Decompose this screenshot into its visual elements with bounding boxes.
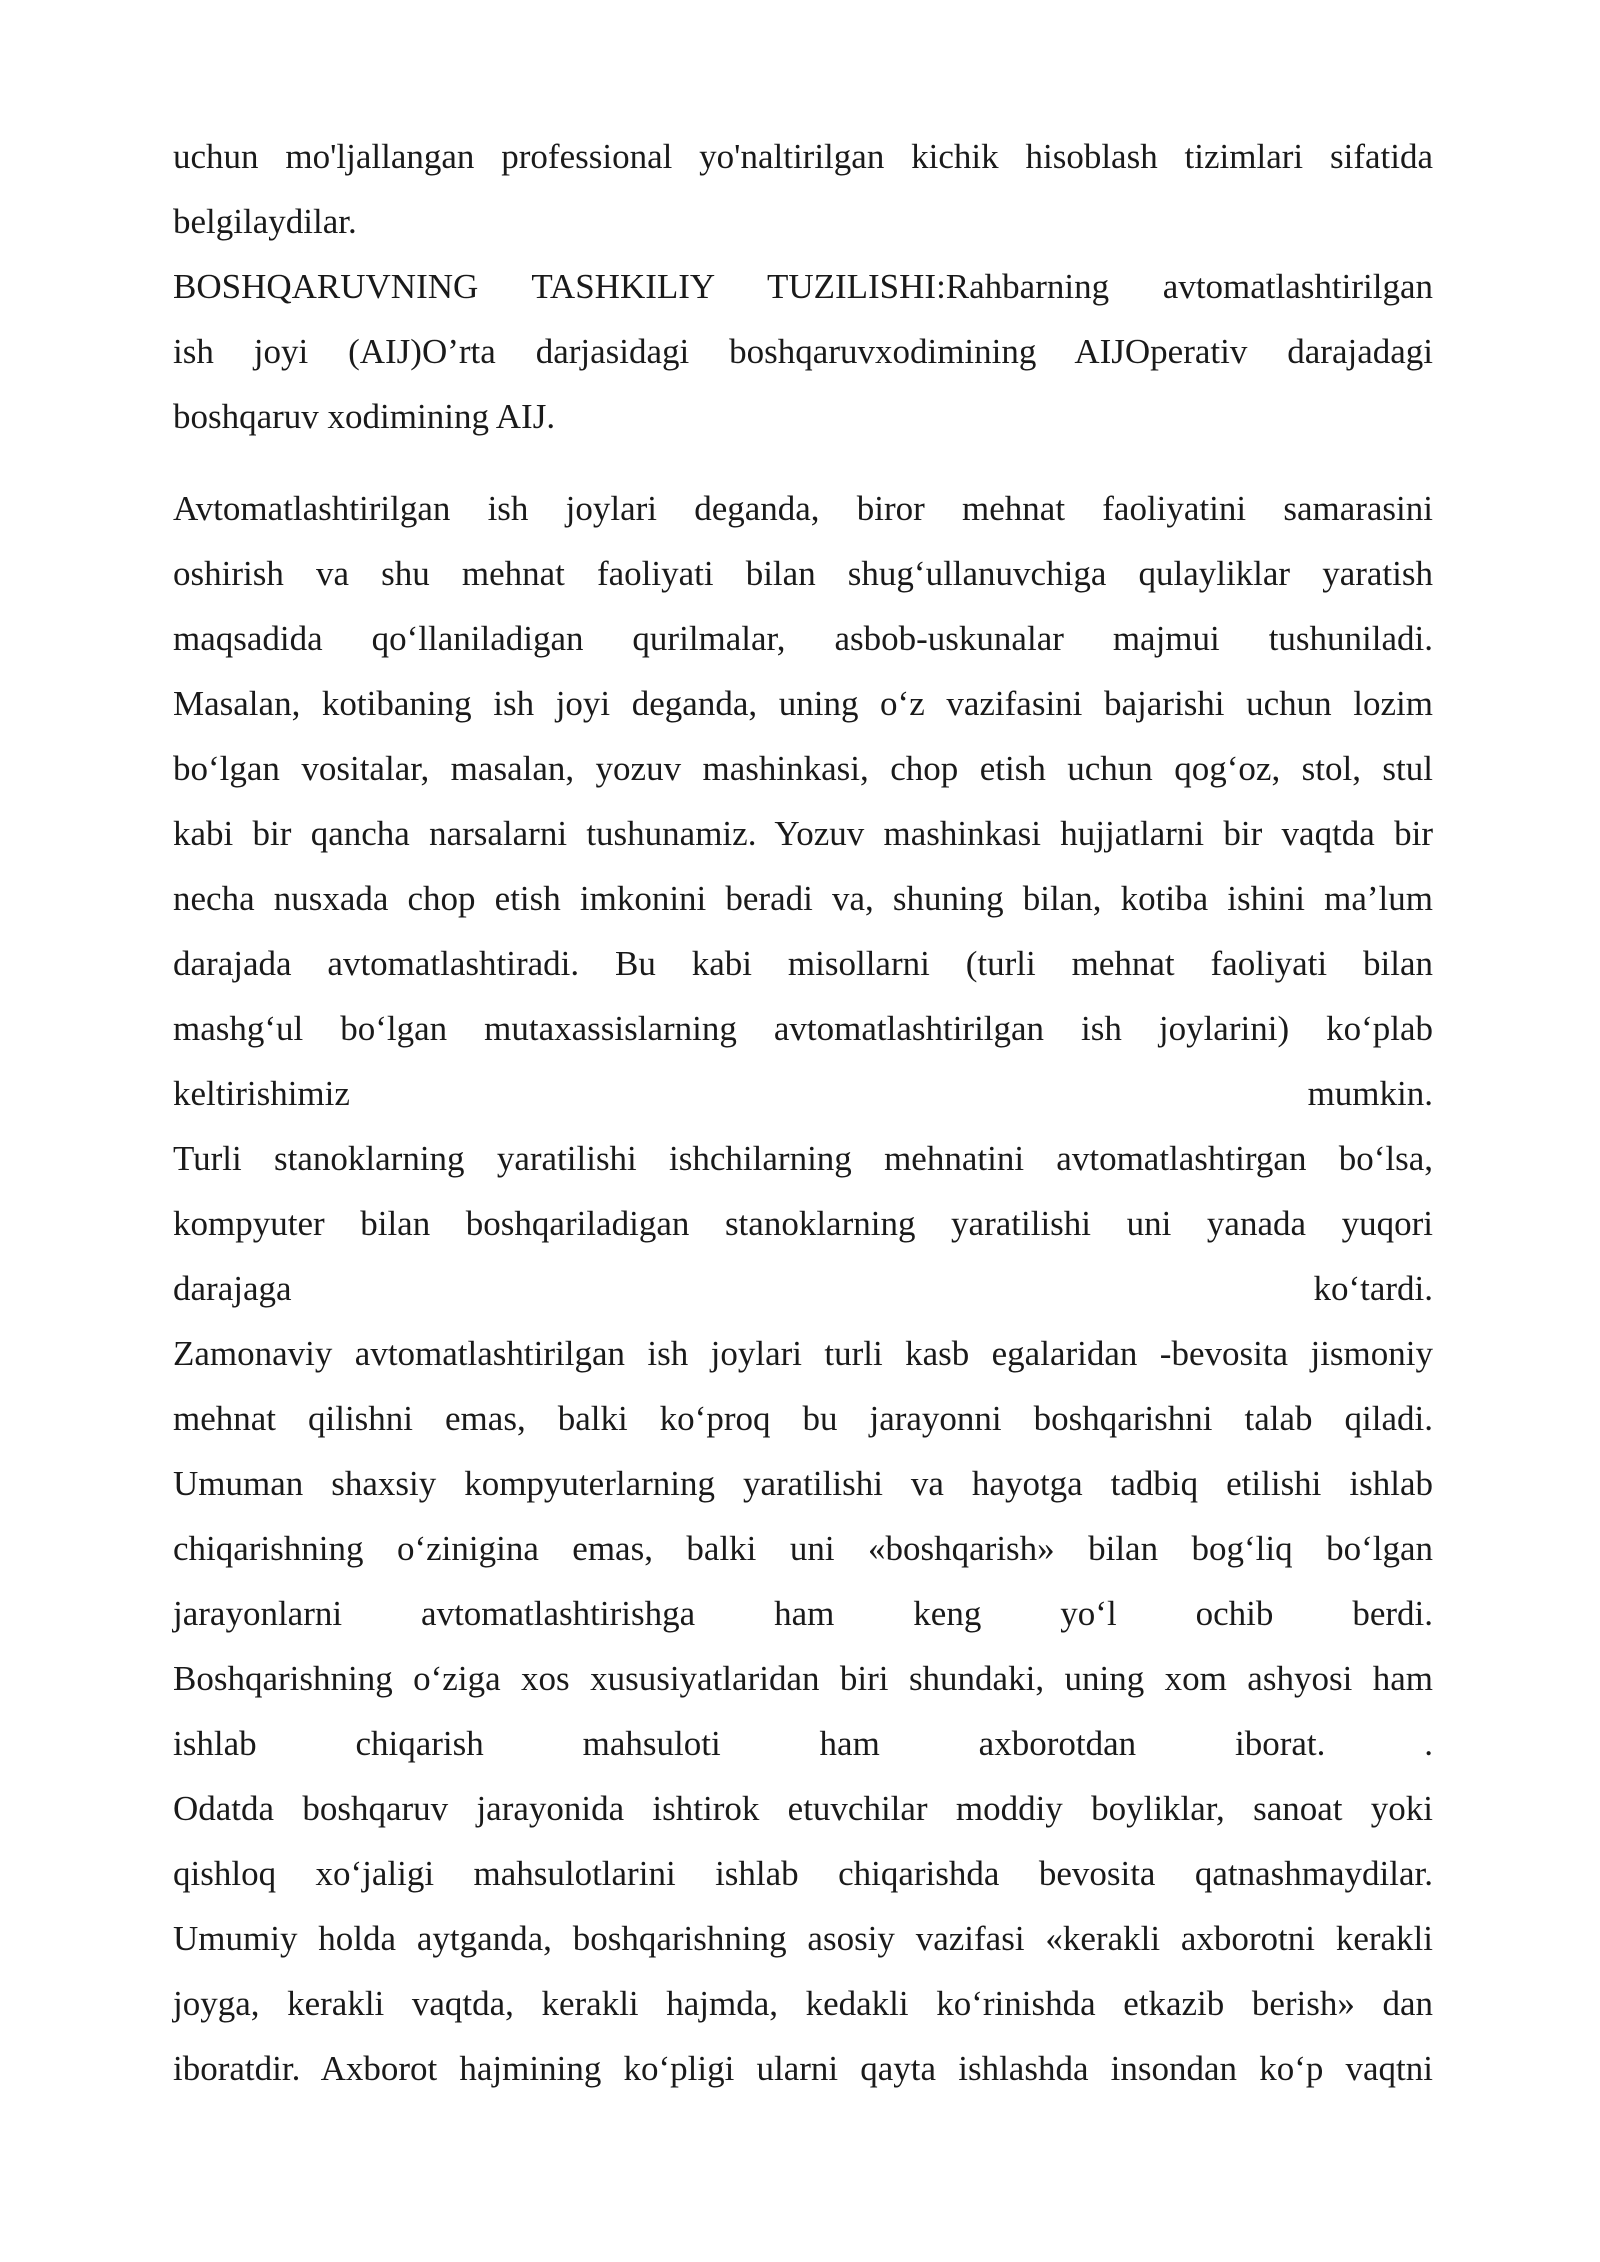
text-line: Turli stanoklarning yaratilishi ishchilarning mehnatini avtomatlashtirgan bo‘lsa,	[173, 1139, 1433, 1178]
text-line: Masalan, kotibaning ish joyi deganda, uning o‘z vazifasini bajarishi uchun lozim	[173, 684, 1433, 723]
text-line: necha nusxada chop etish imkonini beradi va, shuning bilan, kotiba ishini ma’lum	[173, 879, 1433, 918]
text-line: iboratdir. Axborot hajmining ko‘pligi ularni qayta ishlashda insondan ko‘p vaqtni	[173, 2049, 1433, 2088]
text-line: ish joyi (AIJ)O’rta darjasidagi boshqaruvxodimining AIJOperativ darajadagi	[173, 332, 1433, 371]
text-line: Boshqarishning o‘ziga xos xususiyatlaridan biri shundaki, uning xom ashyosi ham	[173, 1659, 1433, 1698]
text-line: ishlab chiqarish mahsuloti ham axborotdan iborat. .	[173, 1724, 1433, 1763]
text-line: mashg‘ul bo‘lgan mutaxassislarning avtomatlashtirilgan ish joylarini) ko‘plab	[173, 1009, 1433, 1048]
text-line: Zamonaviy avtomatlashtirilgan ish joylari turli kasb egalaridan -bevosita jismoniy	[173, 1334, 1433, 1373]
text-line: Avtomatlashtirilgan ish joylari deganda, biror mehnat faoliyatini samarasini	[173, 489, 1433, 528]
text-line: maqsadida qo‘llaniladigan qurilmalar, asbob-uskunalar majmui tushuniladi.	[173, 619, 1433, 658]
text-line: belgilaydilar.	[173, 202, 357, 241]
text-line: darajaga ko‘tardi.	[173, 1269, 1433, 1308]
text-line: Odatda boshqaruv jarayonida ishtirok etuvchilar moddiy boyliklar, sanoat yoki	[173, 1789, 1433, 1828]
text-line: uchun mo'ljallangan professional yo'naltirilgan kichik hisoblash tizimlari sifatida	[173, 137, 1433, 176]
text-line: oshirish va shu mehnat faoliyati bilan shug‘ullanuvchiga qulayliklar yaratish	[173, 554, 1433, 593]
text-line: chiqarishning o‘zinigina emas, balki uni «boshqarish» bilan bog‘liq bo‘lgan	[173, 1529, 1433, 1568]
text-line: BOSHQARUVNING TASHKILIY TUZILISHI:Rahbarning avtomatlashtirilgan	[173, 267, 1433, 306]
paragraph-intro	[173, 124, 1433, 449]
text-line: Umumiy holda aytganda, boshqarishning asosiy vazifasi «kerakli axborotni kerakli	[173, 1919, 1433, 1958]
text-line: boshqaruv xodimining AIJ.	[173, 397, 556, 436]
paragraph-main	[173, 476, 1433, 2101]
text-line: kabi bir qancha narsalarni tushunamiz. Yozuv mashinkasi hujjatlarni bir vaqtda bir	[173, 814, 1433, 853]
text-line: darajada avtomatlashtiradi. Bu kabi misollarni (turli mehnat faoliyati bilan	[173, 944, 1433, 983]
text-line: qishloq xo‘jaligi mahsulotlarini ishlab chiqarishda bevosita qatnashmaydilar.	[173, 1854, 1433, 1893]
text-line: Umuman shaxsiy kompyuterlarning yaratilishi va hayotga tadbiq etilishi ishlab	[173, 1464, 1433, 1503]
text-line: keltirishimiz mumkin.	[173, 1074, 1433, 1113]
text-line: kompyuter bilan boshqariladigan stanoklarning yaratilishi uni yanada yuqori	[173, 1204, 1433, 1243]
text-line: mehnat qilishni emas, balki ko‘proq bu jarayonni boshqarishni talab qiladi.	[173, 1399, 1433, 1438]
text-line: jarayonlarni avtomatlashtirishga ham keng yo‘l ochib berdi.	[173, 1594, 1433, 1633]
text-line: bo‘lgan vositalar, masalan, yozuv mashinkasi, chop etish uchun qog‘oz, stol, stul	[173, 749, 1433, 788]
text-line: joyga, kerakli vaqtda, kerakli hajmda, kedakli ko‘rinishda etkazib berish» dan	[173, 1984, 1433, 2023]
